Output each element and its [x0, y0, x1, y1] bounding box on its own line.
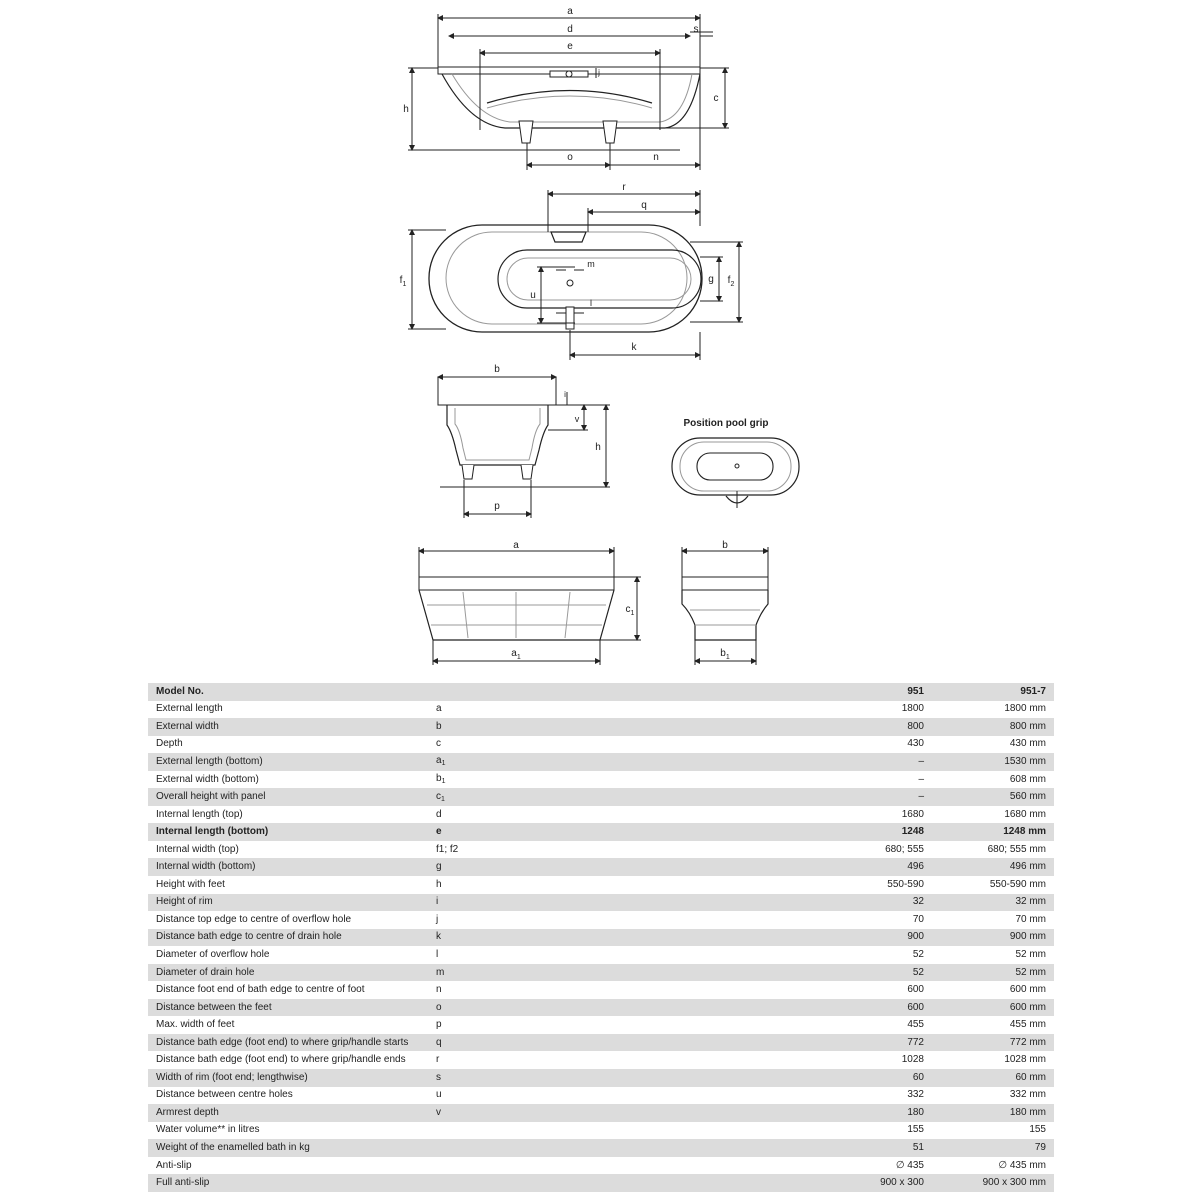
- row-value-951-7: 1800 mm: [928, 701, 1054, 719]
- row-parameter: Armrest depth: [148, 1104, 428, 1122]
- label-q-top: q: [641, 200, 647, 211]
- table-row: [148, 771, 1054, 789]
- row-value-951: 32: [816, 894, 928, 912]
- row-value-951-7: 900 mm: [928, 929, 1054, 947]
- label-f1-top: $f_1$: [399, 275, 407, 288]
- row-symbol: k: [428, 929, 816, 947]
- pool-grip-title: Position pool grip: [683, 418, 769, 429]
- row-value-951: 430: [816, 736, 928, 754]
- row-value-951-7: 550-590 mm: [928, 876, 1054, 894]
- row-symbol: q: [428, 1034, 816, 1052]
- table-row: [148, 701, 1054, 719]
- label-b-end: b: [494, 364, 500, 375]
- row-value-951: 680; 555: [816, 841, 928, 859]
- label-m-top: m: [587, 259, 595, 269]
- row-value-951: ∅ 435: [816, 1157, 928, 1175]
- row-value-951-7: 455 mm: [928, 1016, 1054, 1034]
- table-row: [148, 1139, 1054, 1157]
- row-symbol: u: [428, 1087, 816, 1105]
- row-value-951: 1800: [816, 701, 928, 719]
- label-c-side: c: [713, 93, 719, 104]
- row-parameter: Distance foot end of bath edge to centre of foot: [148, 981, 428, 999]
- label-p-end: p: [494, 501, 500, 512]
- row-value-951-7: 1680 mm: [928, 806, 1054, 824]
- panel-front-view-drawing: [419, 547, 641, 665]
- table-row: [148, 946, 1054, 964]
- label-g-top: g: [708, 274, 714, 285]
- row-symbol: i: [428, 894, 816, 912]
- row-value-951-7: 496 mm: [928, 858, 1054, 876]
- row-parameter: Distance top edge to centre of overflow hole: [148, 911, 428, 929]
- specification-table-body: [148, 683, 1054, 1192]
- row-parameter: Internal width (top): [148, 841, 428, 859]
- label-u-top: u: [530, 290, 536, 301]
- row-symbol: m: [428, 964, 816, 982]
- row-value-951: 52: [816, 946, 928, 964]
- row-value-951-7: 608 mm: [928, 771, 1054, 789]
- row-symbol: [428, 1174, 816, 1192]
- table-row: [148, 929, 1054, 947]
- row-value-951-7: 1530 mm: [928, 753, 1054, 771]
- row-value-951-7: 1248 mm: [928, 823, 1054, 841]
- side-view-drawing: [408, 14, 729, 170]
- row-value-951: 600: [816, 981, 928, 999]
- table-row: [148, 718, 1054, 736]
- row-symbol: s: [428, 1069, 816, 1087]
- row-value-951-7: 1028 mm: [928, 1051, 1054, 1069]
- table-row: [148, 806, 1054, 824]
- row-value-951-7: 60 mm: [928, 1069, 1054, 1087]
- row-parameter: Internal width (bottom): [148, 858, 428, 876]
- row-parameter: Diameter of overflow hole: [148, 946, 428, 964]
- row-symbol: g: [428, 858, 816, 876]
- table-row: [148, 1069, 1054, 1087]
- row-symbol: d: [428, 806, 816, 824]
- table-row: [148, 823, 1054, 841]
- row-parameter: Distance bath edge (foot end) to where grip/handle ends: [148, 1051, 428, 1069]
- table-row: [148, 1122, 1054, 1140]
- row-value-951: 1680: [816, 806, 928, 824]
- row-symbol: a: [428, 701, 816, 719]
- label-r-top: r: [622, 182, 626, 193]
- row-value-951-7: 155: [928, 1122, 1054, 1140]
- row-symbol: e: [428, 823, 816, 841]
- row-parameter: External width: [148, 718, 428, 736]
- row-parameter: Overall height with panel: [148, 788, 428, 806]
- label-l-top: l: [590, 298, 592, 308]
- row-value-951: 1028: [816, 1051, 928, 1069]
- label-s-side: s: [693, 24, 699, 35]
- row-parameter: Distance between the feet: [148, 999, 428, 1017]
- row-parameter: Full anti-slip: [148, 1174, 428, 1192]
- row-symbol: h: [428, 876, 816, 894]
- row-value-951-7: 70 mm: [928, 911, 1054, 929]
- table-row: [148, 1016, 1054, 1034]
- label-v-end: v: [574, 414, 580, 424]
- row-parameter: External length (bottom): [148, 753, 428, 771]
- row-value-951-7: ∅ 435 mm: [928, 1157, 1054, 1175]
- label-f2-top: $f_2$: [727, 275, 735, 288]
- table-row: [148, 1051, 1054, 1069]
- row-value-951: –: [816, 788, 928, 806]
- label-h-end: h: [595, 442, 601, 453]
- table-row: [148, 999, 1054, 1017]
- row-parameter: External width (bottom): [148, 771, 428, 789]
- row-value-951-7: 600 mm: [928, 999, 1054, 1017]
- row-symbol: j: [428, 911, 816, 929]
- label-b1-panel: $b_1$: [720, 648, 730, 661]
- label-c1-panel: $c_1$: [625, 604, 635, 617]
- row-value-951-7: 680; 555 mm: [928, 841, 1054, 859]
- label-o-side: o: [567, 152, 573, 163]
- label-a1-panel: $a_1$: [511, 648, 521, 661]
- row-symbol: $b_1$: [428, 771, 816, 789]
- row-symbol: [428, 1157, 816, 1175]
- row-symbol: c: [428, 736, 816, 754]
- row-value-951: 455: [816, 1016, 928, 1034]
- row-parameter: Distance bath edge (foot end) to where grip/handle starts: [148, 1034, 428, 1052]
- row-value-951: 70: [816, 911, 928, 929]
- row-value-951-7: 800 mm: [928, 718, 1054, 736]
- row-value-951-7: 52 mm: [928, 964, 1054, 982]
- table-row: [148, 736, 1054, 754]
- row-value-951: 155: [816, 1122, 928, 1140]
- label-e-side: e: [567, 41, 573, 52]
- row-parameter: Weight of the enamelled bath in kg: [148, 1139, 428, 1157]
- table-row: [148, 841, 1054, 859]
- label-k-top: k: [631, 342, 637, 353]
- row-parameter: Max. width of feet: [148, 1016, 428, 1034]
- row-value-951: –: [816, 771, 928, 789]
- row-parameter: Internal length (top): [148, 806, 428, 824]
- table-row: [148, 753, 1054, 771]
- row-symbol: n: [428, 981, 816, 999]
- row-symbol: f1; f2: [428, 841, 816, 859]
- row-value-951: 772: [816, 1034, 928, 1052]
- row-symbol: [428, 1139, 816, 1157]
- row-value-951: 800: [816, 718, 928, 736]
- table-row: [148, 1104, 1054, 1122]
- row-symbol: $c_1$: [428, 788, 816, 806]
- row-parameter: External length: [148, 701, 428, 719]
- table-row: [148, 788, 1054, 806]
- table-row: [148, 1087, 1054, 1105]
- label-b-panel: b: [722, 540, 728, 551]
- table-row: [148, 1157, 1054, 1175]
- row-value-951-7: 560 mm: [928, 788, 1054, 806]
- row-value-951-7: 180 mm: [928, 1104, 1054, 1122]
- label-n-side: n: [653, 152, 659, 163]
- row-value-951: 332: [816, 1087, 928, 1105]
- header-model-951-7: 951-7: [928, 683, 1054, 701]
- row-value-951: 52: [816, 964, 928, 982]
- table-header-row: [148, 683, 1054, 701]
- row-symbol: v: [428, 1104, 816, 1122]
- row-value-951: 600: [816, 999, 928, 1017]
- row-parameter: Width of rim (foot end; lengthwise): [148, 1069, 428, 1087]
- label-j-side: j: [598, 68, 600, 77]
- row-value-951: 180: [816, 1104, 928, 1122]
- label-h-side: h: [403, 104, 409, 115]
- row-value-951: 900 x 300: [816, 1174, 928, 1192]
- label-a-side: a: [567, 6, 573, 17]
- row-parameter: Height with feet: [148, 876, 428, 894]
- row-parameter: Depth: [148, 736, 428, 754]
- row-parameter: Distance bath edge to centre of drain hole: [148, 929, 428, 947]
- table-row: [148, 858, 1054, 876]
- row-value-951-7: 600 mm: [928, 981, 1054, 999]
- row-value-951: 900: [816, 929, 928, 947]
- specification-table: [148, 683, 1054, 1192]
- header-symbol: [428, 683, 816, 701]
- table-row: [148, 876, 1054, 894]
- row-symbol: r: [428, 1051, 816, 1069]
- table-row: [148, 1034, 1054, 1052]
- row-parameter: Anti-slip: [148, 1157, 428, 1175]
- label-a-panel: a: [513, 540, 519, 551]
- row-value-951-7: 32 mm: [928, 894, 1054, 912]
- row-parameter: Internal length (bottom): [148, 823, 428, 841]
- row-parameter: Diameter of drain hole: [148, 964, 428, 982]
- row-value-951: 51: [816, 1139, 928, 1157]
- row-value-951: 1248: [816, 823, 928, 841]
- row-symbol: o: [428, 999, 816, 1017]
- row-value-951-7: 52 mm: [928, 946, 1054, 964]
- row-symbol: b: [428, 718, 816, 736]
- row-parameter: Water volume** in litres: [148, 1122, 428, 1140]
- table-row: [148, 1174, 1054, 1192]
- row-parameter: Distance between centre holes: [148, 1087, 428, 1105]
- row-symbol: $a_1$: [428, 753, 816, 771]
- end-view-drawing: [438, 377, 610, 518]
- row-parameter: Height of rim: [148, 894, 428, 912]
- label-d-side: d: [567, 24, 573, 35]
- row-value-951: 550-590: [816, 876, 928, 894]
- row-value-951-7: 430 mm: [928, 736, 1054, 754]
- row-symbol: p: [428, 1016, 816, 1034]
- top-view-drawing: [408, 190, 743, 360]
- pool-grip-drawing: [672, 438, 799, 508]
- row-value-951-7: 79: [928, 1139, 1054, 1157]
- row-symbol: [428, 1122, 816, 1140]
- row-value-951: –: [816, 753, 928, 771]
- row-value-951-7: 900 x 300 mm: [928, 1174, 1054, 1192]
- row-value-951-7: 332 mm: [928, 1087, 1054, 1105]
- header-model-no: Model No.: [148, 683, 428, 701]
- row-value-951: 60: [816, 1069, 928, 1087]
- table-row: [148, 964, 1054, 982]
- label-i-end: i: [564, 390, 566, 399]
- table-row: [148, 894, 1054, 912]
- header-model-951: 951: [816, 683, 928, 701]
- row-value-951-7: 772 mm: [928, 1034, 1054, 1052]
- row-value-951: 496: [816, 858, 928, 876]
- table-row: [148, 981, 1054, 999]
- table-row: [148, 911, 1054, 929]
- row-symbol: l: [428, 946, 816, 964]
